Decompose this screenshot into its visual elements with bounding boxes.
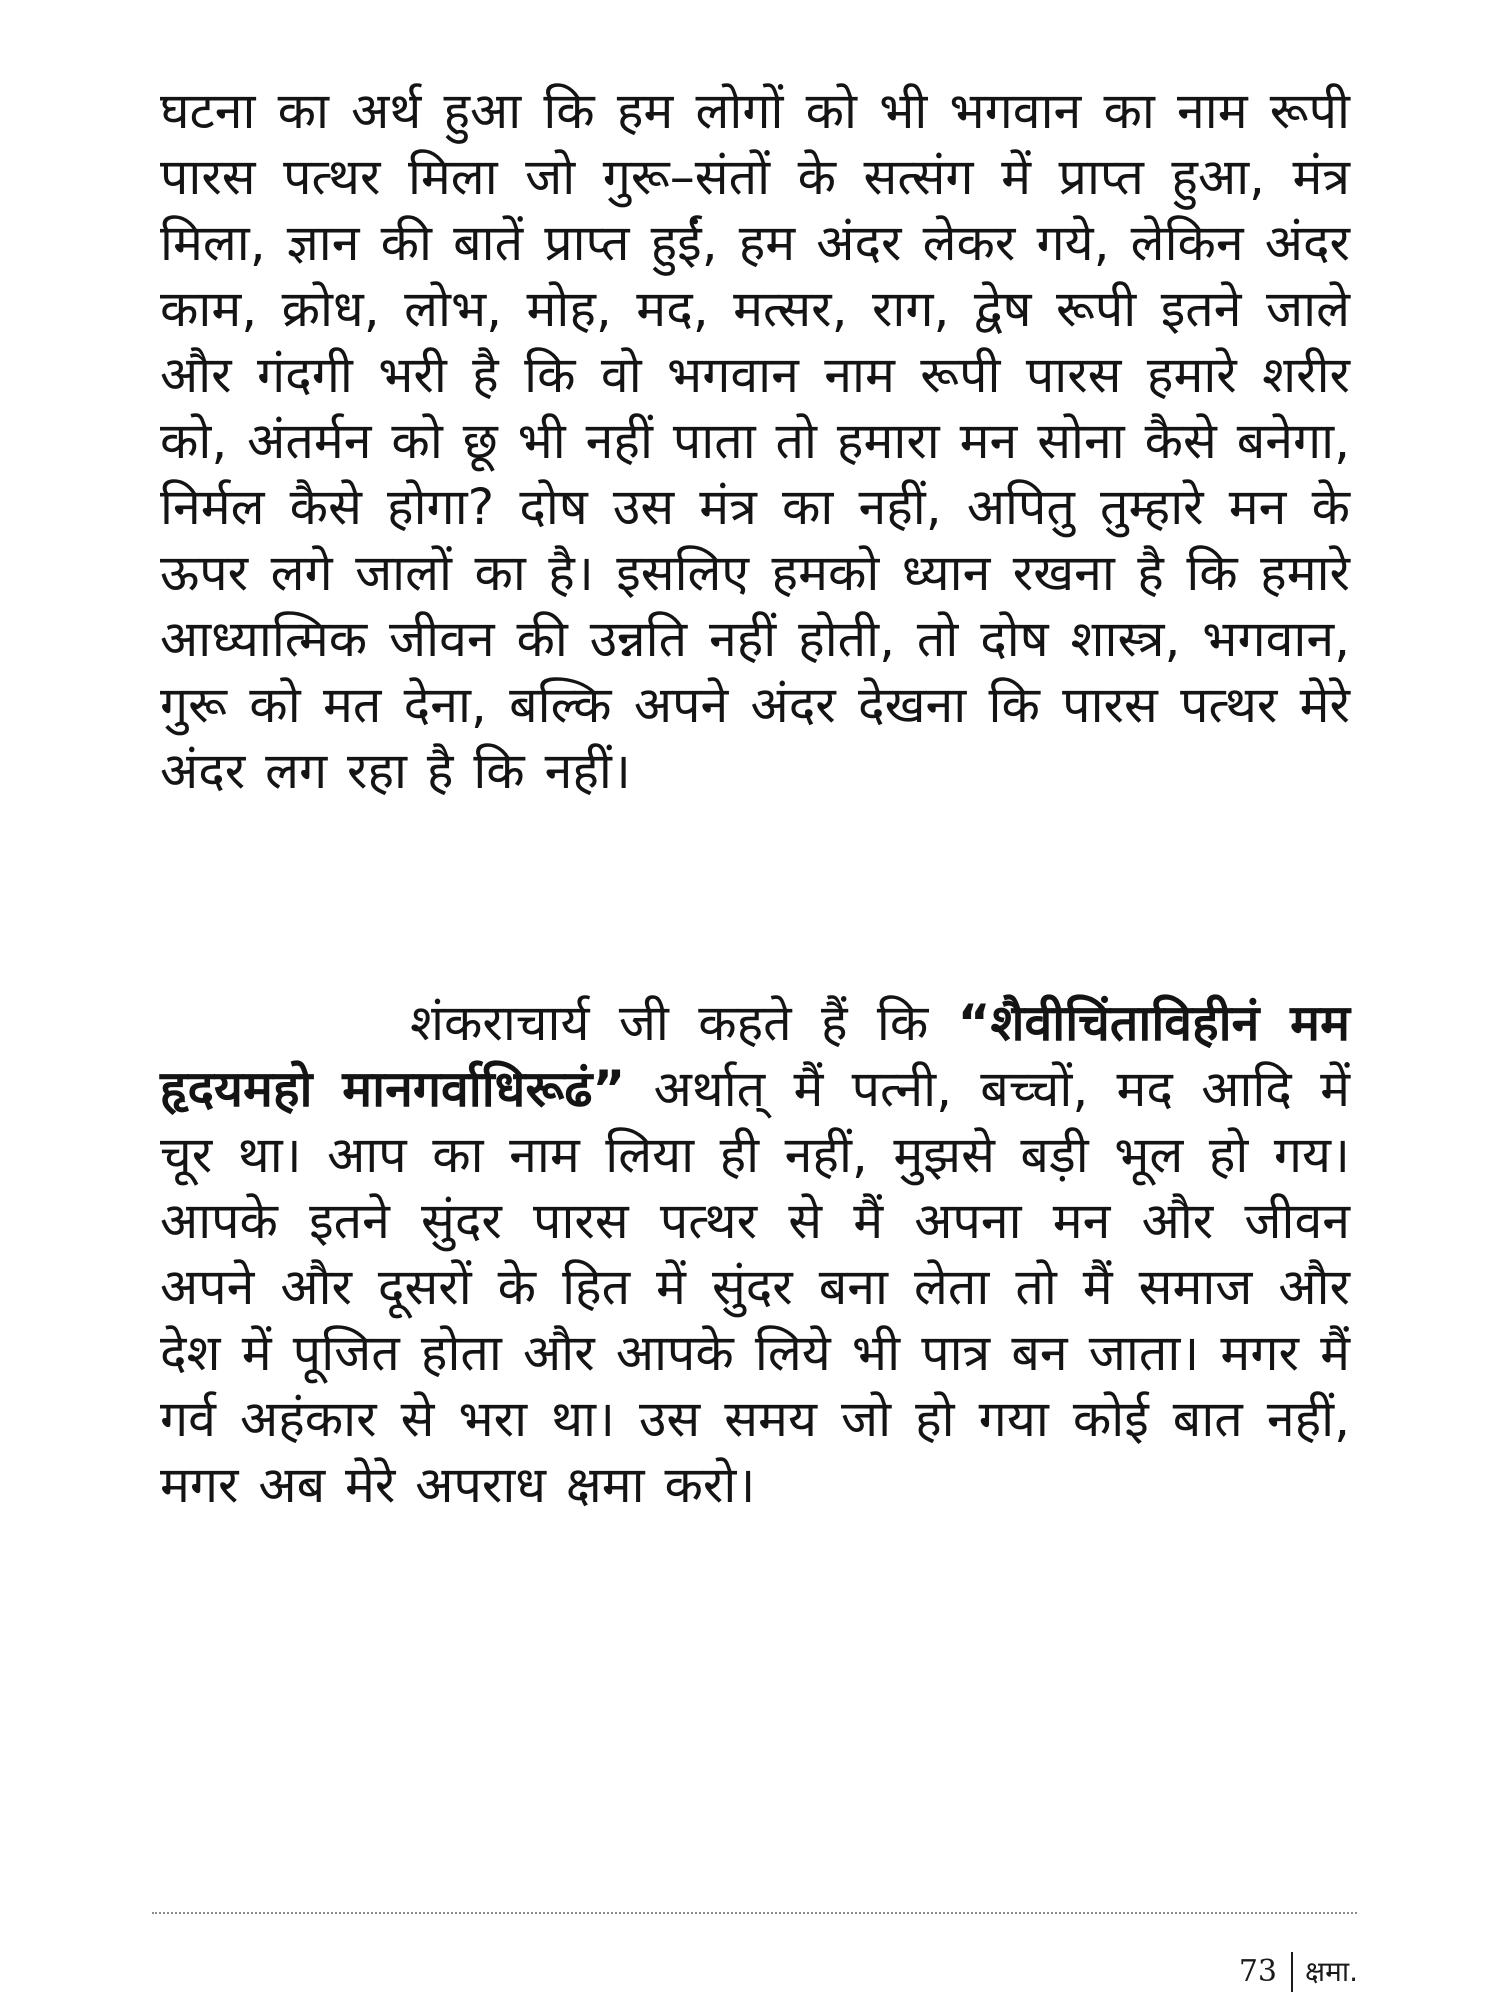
page-number: 73 [1238, 1954, 1278, 1989]
quote-explanation: अर्थात् मैं पत्नी, बच्चों, मद आदि में चूर था। आप का नाम लिया ही नहीं, मुझसे बड़ी भूल हो गय। आपके इतने सुंदर पारस पत्थर से मैं अपना मन और जीवन अपने और दूसरों के हित में सुंदर बना लेता तो मैं समाज और देश में पूजित होता और आपके लिये भी पात्र बन जाता। मगर मैं गर्व अहंकार से भरा था। उस समय जो हो गया कोई बात नहीं, मगर अब मेरे अपराध क्षमा करो। [160, 1060, 1350, 1514]
page-footer [1239, 1952, 1358, 1992]
footer-separator [1291, 1952, 1293, 1992]
footer-divider-line [152, 1912, 1357, 1914]
book-title: क्षमा. [1305, 1955, 1358, 1988]
sanskrit-quote: “शैवीचिंताविहीनं मम हृदयमहो मानगर्वाधिरूढं” [160, 994, 1350, 1118]
paragraph-1: घटना का अर्थ हुआ कि हम लोगों को भी भगवान का नाम रूपी पारस पत्थर मिला जो गुरू–संतों के सत्संग में प्राप्त हुआ, मंत्र मिला, ज्ञान की बातें प्राप्त हुईं, हम अंदर लेकर गये, लेकिन अंदर काम, क्रोध, लोभ, मोह, मद, मत्सर, राग, द्वेष रूपी इतने जाले और गंदगी भरी है कि वो भगवान नाम रूपी पारस हमारे शरीर को, अंतर्मन को छू भी नहीं पाता तो हमारा मन सोना कैसे बनेगा, निर्मल कैसे होगा? दोष उस मंत्र का नहीं, अपितु तुम्हारे मन के ऊपर लगे जालों का है। इसलिए हमको ध्यान रखना है कि हमारे आध्यात्मिक जीवन की उन्नति नहीं होती, तो दोष शास्त्र, भगवान, गुरू को मत देना, बल्कि अपने अंदर देखना कि पारस पत्थर मेरे अंदर लग रहा है कि नहीं। [160, 82, 1350, 800]
paragraph-2 [160, 990, 1350, 1518]
quote-intro: शंकराचार्य जी कहते हैं कि [410, 994, 929, 1052]
